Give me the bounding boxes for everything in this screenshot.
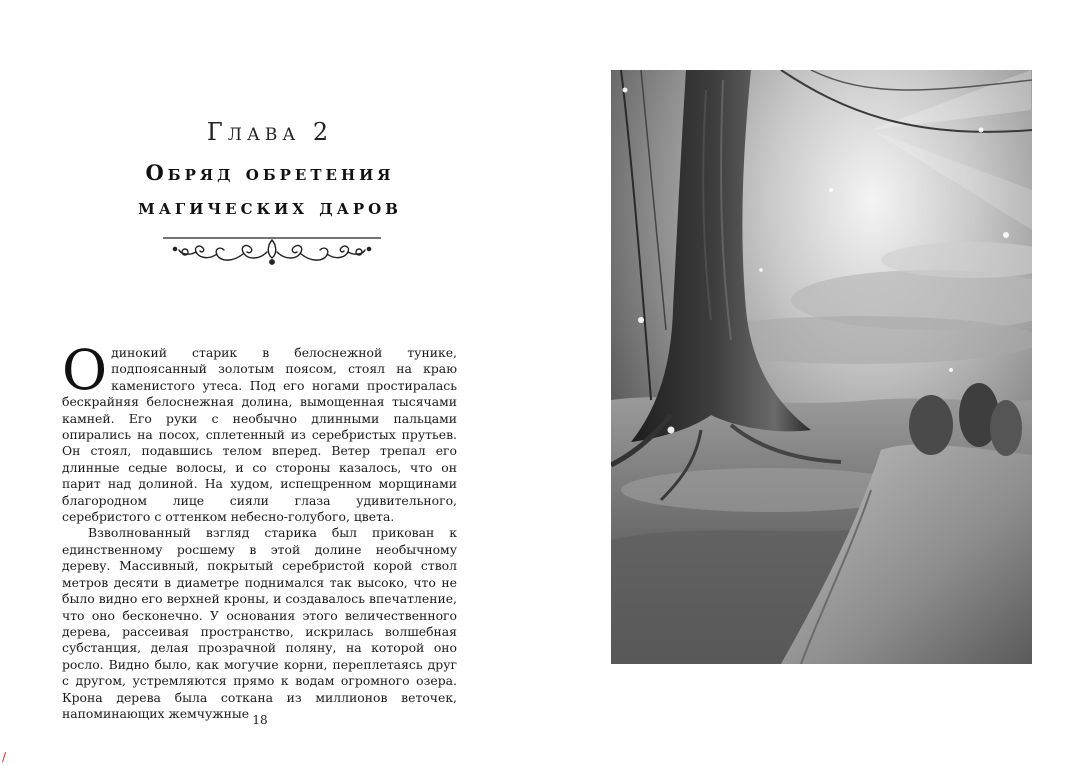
forest-tree-illustration xyxy=(611,70,1032,664)
chapter-title xyxy=(80,156,460,224)
paragraph-2: Взволнованный взгляд старика был прикован к единственному росшему в этой долине необычному дереву. Массивный, покрытый серебристой корой ствол метров десяти в диаметре поднимался так высоко, что не было видно его верхней кроны, и создавалось впечатление, что оно бесконечно. У основания этого величественного дерева, рассеивая пространство, искрилась волшебная субстанция, делая прозрачной поляну, на которой оно росло. Видно было, как могучие корни, переплетаясь друг с другом, устремляются прямо к водам огромного озера. Крона дерева была соткана из миллионов веточек, напоминающих жемчужные xyxy=(62,525,457,721)
paragraph-1 xyxy=(62,338,457,525)
corner-mark: / xyxy=(2,750,7,764)
chapter-number: Глава 2 xyxy=(206,118,334,146)
page-number: 18 xyxy=(252,713,268,727)
ornament-flourish-icon xyxy=(163,232,381,272)
paragraph-1-text: динокий старик в белоснежной тунике, подпоясанный золотым поясом, стоял на краю каменистого утеса. Под его ногами простиралась бескрайняя белоснежная долина, вымощенная тысячами камней. Его руки с необычно длинными пальцами опирались на посох, сплетенный из серебристых прутьев. Он стоял, подавшись телом вперед. Ветер трепал его длинные седые волосы, и со стороны казалось, что он парит над долиной. На худом, испещренном морщинами благородном лице сияли глаза удивительного, серебристого с оттенком небесно-голубого, цвета. xyxy=(62,345,457,525)
drop-cap: О xyxy=(62,338,108,402)
illustration-canvas xyxy=(611,70,1032,664)
chapter-title-line-1: Обряд обретения xyxy=(145,160,395,185)
chapter-title-line-2: магических даров xyxy=(138,194,402,219)
chapter-heading xyxy=(80,118,460,224)
chapter-body-text xyxy=(62,338,457,722)
